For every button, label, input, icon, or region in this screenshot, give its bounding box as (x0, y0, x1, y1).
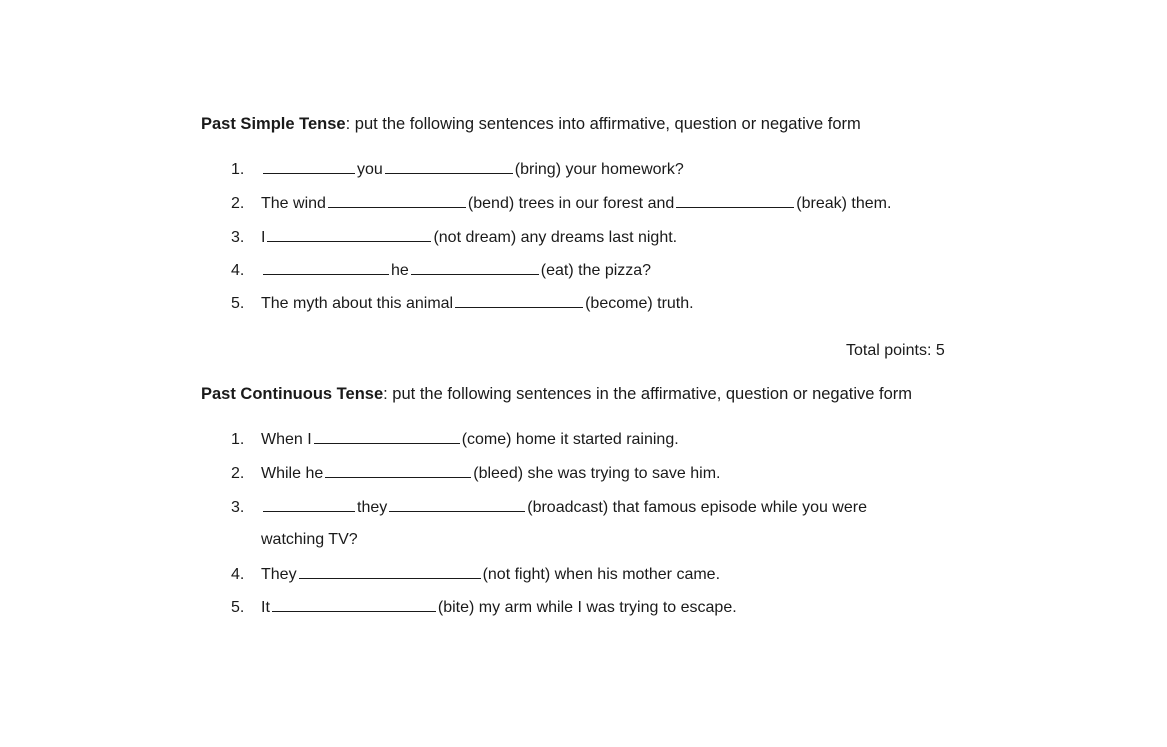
answer-blank[interactable] (385, 158, 513, 174)
answer-blank[interactable] (263, 158, 355, 174)
exercise-item: 2. While he (bleed) she was trying to save him. (231, 462, 720, 484)
answer-blank[interactable] (676, 192, 794, 208)
section-instruction: : put the following sentences in the affirmative, question or negative form (383, 385, 913, 403)
exercise-item: 2. The wind (bend) trees in our forest and (break) them. (231, 192, 891, 214)
section-heading-past-continuous (201, 385, 912, 404)
answer-blank[interactable] (325, 462, 471, 478)
answer-blank[interactable] (267, 226, 431, 242)
exercise-item: 3. they (broadcast) that famous episode while you were (231, 496, 867, 518)
section-title: Past Continuous Tense (201, 385, 384, 403)
exercise-item: 1. When I (come) home it started raining. (231, 428, 679, 450)
section-title: Past Simple Tense (201, 115, 346, 133)
exercise-item: 1. you (bring) your homework? (231, 158, 684, 180)
exercise-item: 4. he (eat) the pizza? (231, 259, 651, 281)
exercise-item: 5. It (bite) my arm while I was trying to escape. (231, 596, 737, 618)
answer-blank[interactable] (263, 259, 389, 275)
exercise-item-continuation: watching TV? (261, 531, 358, 548)
exercise-item: 3. I (not dream) any dreams last night. (231, 226, 677, 248)
answer-blank[interactable] (389, 496, 525, 512)
answer-blank[interactable] (328, 192, 466, 208)
total-points: Total points: 5 (846, 342, 945, 359)
section-instruction: : put the following sentences into affirmative, question or negative form (345, 115, 861, 133)
answer-blank[interactable] (272, 596, 436, 612)
answer-blank[interactable] (299, 563, 481, 579)
answer-blank[interactable] (314, 428, 460, 444)
answer-blank[interactable] (263, 496, 355, 512)
answer-blank[interactable] (411, 259, 539, 275)
section-heading-past-simple (201, 115, 861, 134)
answer-blank[interactable] (455, 292, 583, 308)
exercise-item: 4. They (not fight) when his mother came. (231, 563, 720, 585)
exercise-item: 5. The myth about this animal (become) truth. (231, 292, 694, 314)
